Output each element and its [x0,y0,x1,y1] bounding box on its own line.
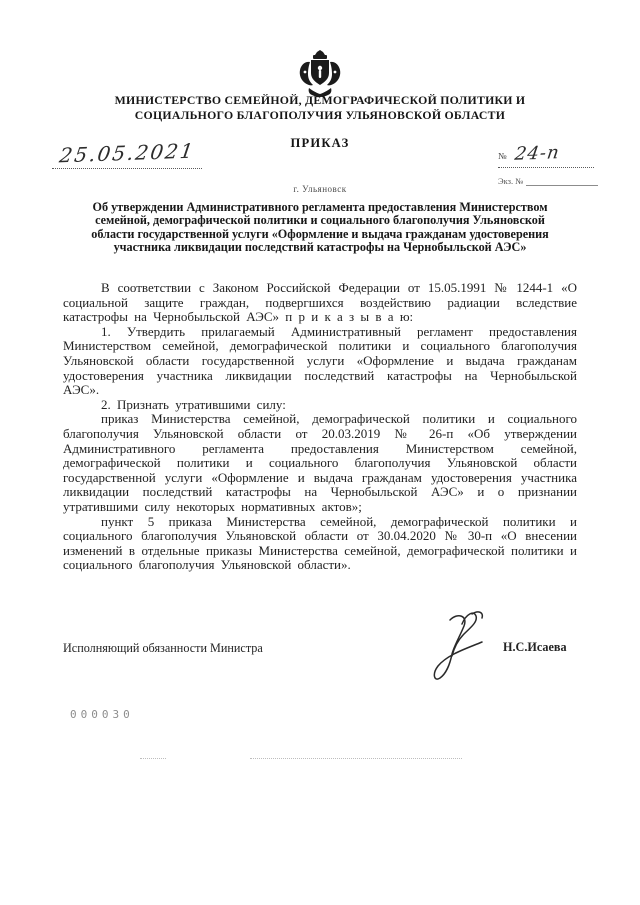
body-paragraph: пункт 5 приказа Министерства семейной, демографической политики и социального благополучия Ульяновской области от 30.04.2020 № 30-п «О внесении изменений в отдельные приказы Министерства семейной, демографической политики и социального благополучия Ульяновской области». [63,513,577,573]
body-paragraph: приказ Министерства семейной, демографической политики и социального благополучия Ульяновской области от 20.03.2019 № 26-п «Об утверждении Административного регламента предоставления Министерством семейной, демографической политики и социального благополучия Ульяновской области государственной услуги «Оформление и выдача гражданам удостоверения участника ликвидации последствий катастрофы на Чернобыльской АЭС» и о признании утратившими силу некоторых нормативных актов»; [63,411,577,514]
ministry-name-line1: МИНИСТЕРСТВО СЕМЕЙНОЙ, ДЕМОГРАФИЧЕСКОЙ ПОЛИТИКИ И [114,93,526,107]
city-line: г. Ульяновск [293,184,347,194]
order-body [63,281,577,573]
handwritten-number: 24-п [512,142,561,165]
number-field [498,143,594,168]
signatory-name: Н.С.Исаева [503,640,567,654]
body-paragraph: 2. Признать утратившими силу: [101,396,286,412]
body-paragraph: В соответствии с Законом Российской Федерации от 15.05.1991 № 1244-1 «О социальной защите граждан, подвергшихся воздействию радиации вследствие катастрофы на Чернобыльской АЭС» п р и к а з ы в а ю: [63,280,577,325]
date-field [52,138,202,169]
number-label: № [498,151,507,161]
order-title: Об утверждении Административного регламента предоставления Министерством семейной, демографической политики и социального благополучия Ульяновской области государственной услуги «Оформление и выдача гражданам удостоверения участника ликвидации последствий катастрофы на Чернобыльской АЭС» [91,200,549,255]
page-number-stamp: 000030 [70,708,134,721]
ministry-name [0,93,640,123]
handwritten-signature-icon [428,608,500,686]
body-paragraph: 1. Утвердить прилагаемый Административный регламент предоставления Министерством семейной, демографической политики и социального благополучия Ульяновской области государственной услуги «Оформление и выдача гражданам удостоверения участника ликвидации последствий катастрофы на Чернобыльской АЭС». [63,323,577,398]
scan-artifact-dots [140,757,166,759]
document-type-heading: ПРИКАЗ [290,136,350,150]
ministry-name-line2: СОЦИАЛЬНОГО БЛАГОПОЛУЧИЯ УЛЬЯНОВСКОЙ ОБЛАСТИ [134,108,506,122]
handwritten-date: 25.05.2021 [57,138,197,168]
signatory-title: Исполняющий обязанности Министра [63,641,263,655]
copy-number-label: Экз. № [498,176,524,186]
scan-artifact-dots [250,757,462,759]
